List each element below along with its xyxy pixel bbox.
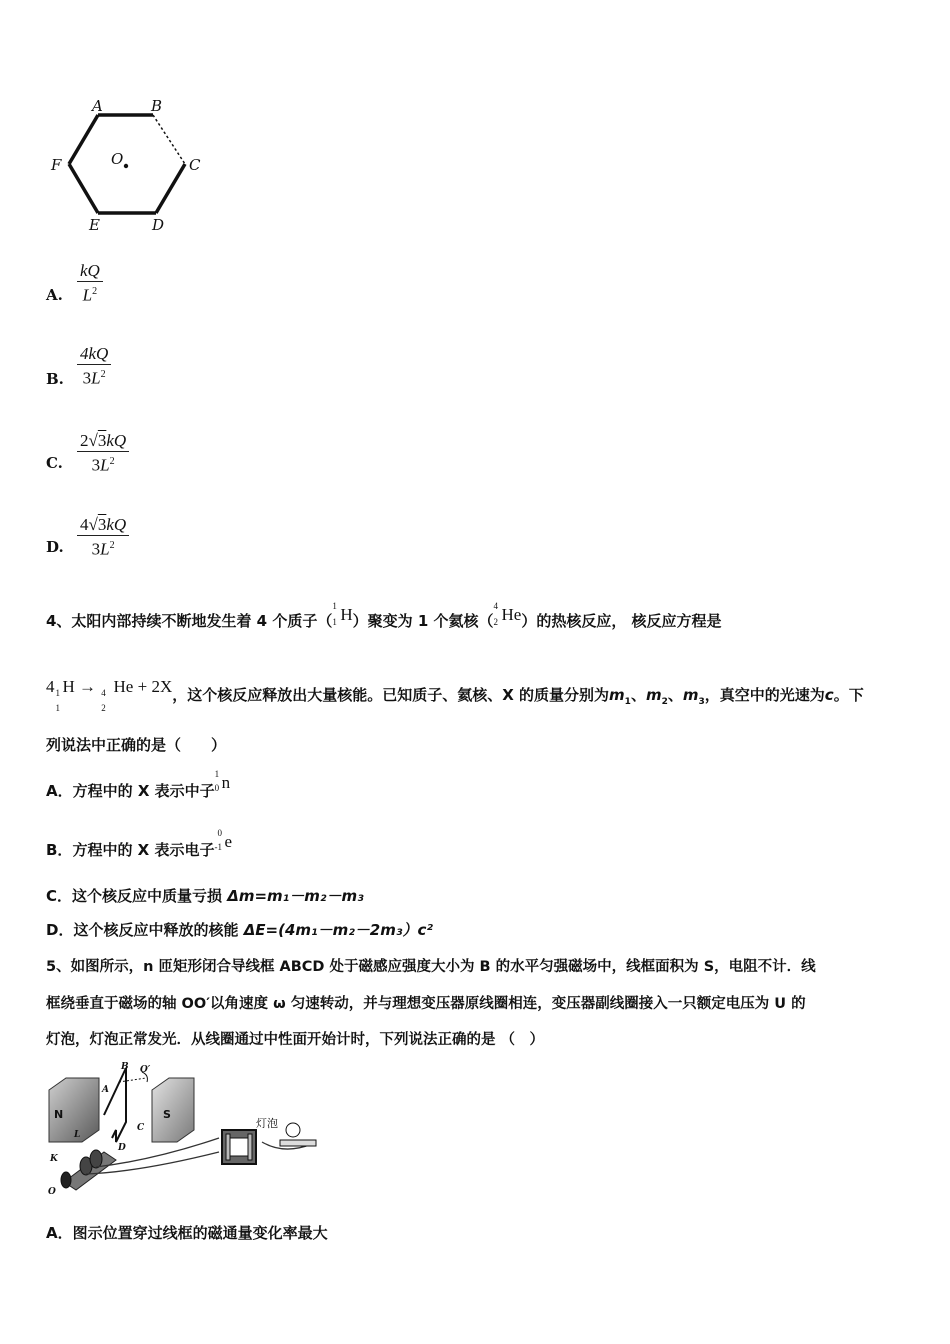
label-d: D [118,1143,126,1153]
bulb-base [280,1140,316,1146]
q4-option-a[interactable]: A．方程中的 X 表示中子 1 0 n [46,780,233,801]
label-c: C [137,1123,145,1133]
electron-symbol: 0 -1 e [214,828,232,852]
q3-option-d-letter[interactable]: D. [46,538,64,556]
center-label: O [111,150,124,168]
q3-option-c-letter[interactable]: C. [46,454,63,472]
center-point [124,164,128,168]
vertex-label-a: A [92,97,103,115]
neutron-symbol: 1 0 n [214,769,231,793]
q3-option-a-letter[interactable]: A. [46,286,63,304]
edge-bc [153,115,185,164]
vertex-label-f: F [51,156,62,174]
helium-symbol: 4 2 He [493,601,522,627]
vertex-label-b: B [151,97,163,115]
label-o-prime: O′ [140,1065,151,1075]
generator-figure [44,1060,334,1205]
q3-option-d-fraction: $\frac{4√3kQ}{3L^2}$ [77,515,129,560]
label-b: B [121,1062,129,1072]
q3-option-a-fraction: $\frac{kQ}{L^2}$ [77,261,103,306]
q4-question-line3: 列说法中正确的是（ ） [46,736,227,754]
hexagon-figure [40,95,220,245]
label-o: O [48,1187,56,1197]
reaction-equation: 4 1 1 H → 4 2 He + 2X [46,677,173,713]
edge-fa [69,115,98,164]
south-magnet [152,1078,194,1142]
q4-question-line2: 4 1 1 H → 4 2 He + 2X，这个核反应释放出大量核能。已知质子、氦核、X 的质量分别为$m_1$、$m_2$、$m_3$，真空中的光速为c。下 [46,677,864,713]
q5-question-line3: 灯泡，灯泡正常发光．从线圈通过中性面开始计时，下列说法正确的是 （ ） [46,1032,545,1048]
vertex-label-e: E [89,216,100,234]
north-label: N [54,1108,64,1121]
q4-option-b[interactable]: B．方程中的 X 表示电子 0 -1 e [46,839,234,860]
bulb-label: 灯泡 [256,1117,278,1130]
proton-symbol: 1 1 H [332,601,353,627]
q3-option-c-fraction: $\frac{2√3kQ}{3L^2}$ [77,431,129,476]
q5-question-line2: 框绕垂直于磁场的轴 OO′以角速度 ω 匀速转动，并与理想变压器原线圈相连，变压器副线圈接入一只额定电压为 U 的 [46,996,806,1012]
q4-question-line1: 4、太阳内部持续不断地发生着 4 个质子（ 1 1 H）聚变为 1 个氦核（ 4 2 He）的热核反应， 核反应方程是 [46,601,722,630]
edge-cd [156,164,185,213]
label-l: L [74,1130,81,1140]
vertex-label-d: D [152,216,165,234]
label-k: K [50,1154,58,1164]
south-label: S [163,1108,171,1121]
vertex-label-c: C [189,156,201,174]
label-a: A [102,1085,109,1095]
coil-frame [104,1068,126,1142]
q3-option-b-fraction: $\frac{4kQ}{3L^2}$ [77,344,111,389]
edge-ef [69,164,98,213]
q4-option-d[interactable]: D．这个核反应中释放的核能 ΔE=(4m₁－m₂－2m₃）c² [46,921,433,939]
q5-option-a[interactable]: A．图示位置穿过线框的磁通量变化率最大 [46,1224,328,1242]
q4-option-c[interactable]: C．这个核反应中质量亏损 Δm=m₁－m₂－m₃ [46,887,364,905]
q5-question-line1: 5、如图所示，n 匝矩形闭合导线框 ABCD 处于磁感应强度大小为 B 的水平匀强磁场中，线框面积为 S，电阻不计．线 [46,959,816,975]
q3-option-b-letter[interactable]: B. [46,370,64,388]
light-bulb [286,1123,300,1137]
